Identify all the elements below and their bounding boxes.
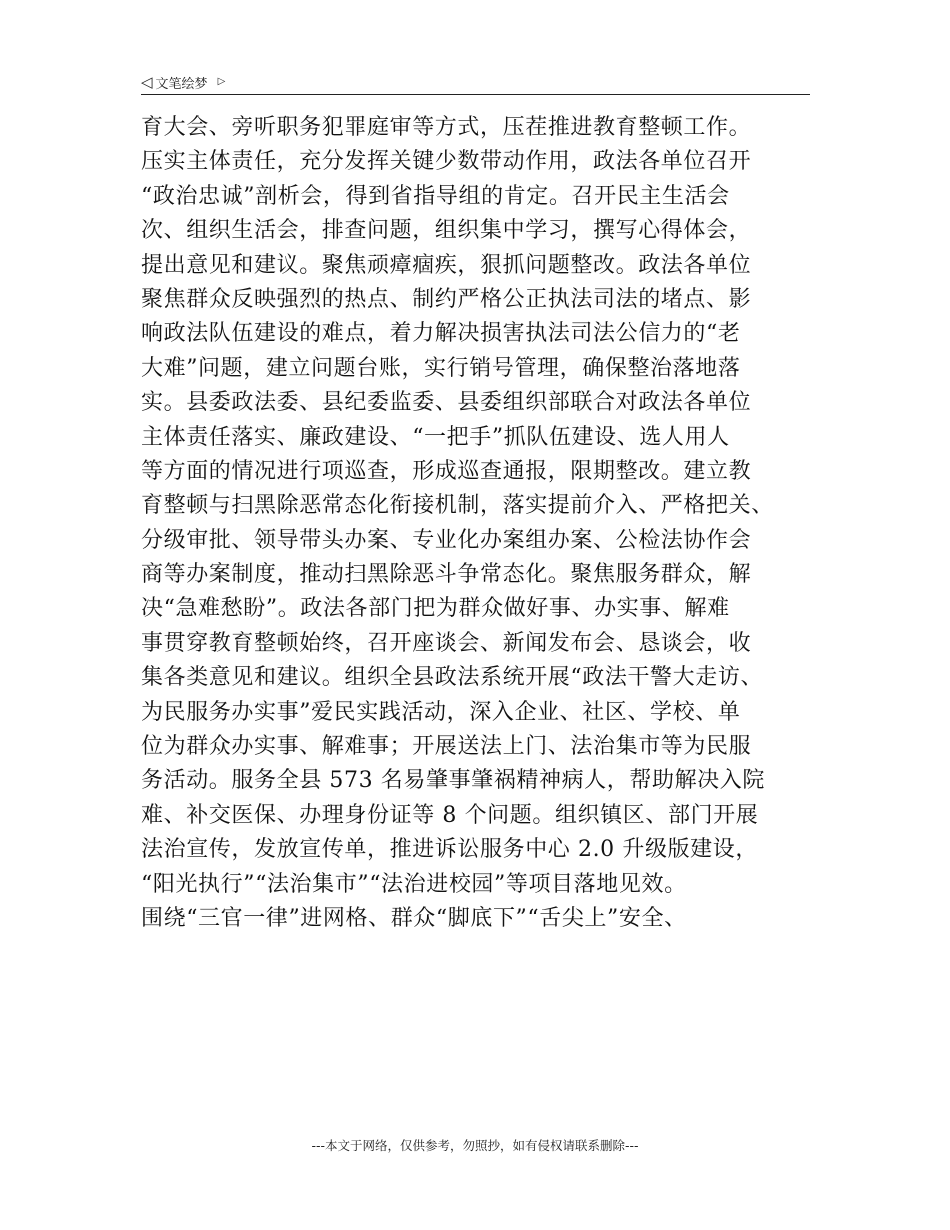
text-line: 事贯穿教育整顿始终，召开座谈会、新闻发布会、恳谈会，收	[141, 630, 752, 656]
header-title: 文笔绘梦	[155, 76, 208, 92]
document-body	[141, 111, 813, 936]
text-line: 提出意见和建议。聚焦顽瘴痼疾，狠抓问题整改。政法各单位	[141, 252, 752, 278]
text-line: 主体责任落实、廉政建设、“一把手”抓队伍建设、选人用人	[141, 424, 730, 450]
text-line: 实。县委政法委、县纪委监委、县委组织部联合对政法各单位	[141, 390, 752, 416]
text-line: 聚焦群众反映强烈的热点、制约严格公正执法司法的堵点、影	[141, 286, 752, 312]
text-line: 压实主体责任，充分发挥关键少数带动作用，政法各单位召开	[141, 149, 752, 175]
text-line: 围绕“三官一律”进网格、群众“脚底下”“舌尖上”安全、	[141, 905, 687, 931]
footer-notice: ---本文于网络，仅供参考，勿照抄，如有侵权请联系删除---	[311, 1138, 639, 1153]
text-line: 次、组织生活会，排查问题，组织集中学习，撰写心得体会，	[141, 218, 752, 244]
text-line: 务活动。服务全县 573 名易肇事肇祸精神病人，帮助解决入院	[141, 768, 765, 794]
text-line: “政治忠诚”剖析会，得到省指导组的肯定。召开民主生活会	[141, 183, 730, 209]
text-line: 分级审批、领导带头办案、专业化办案组办案、公检法协作会	[141, 527, 752, 553]
text-line: 响政法队伍建设的难点，着力解决损害执法司法公信力的“老	[141, 321, 741, 347]
text-line: 大难”问题，建立问题台账，实行销号管理，确保整治落地落	[141, 355, 741, 381]
text-line: 位为群众办实事、解难事；开展送法上门、法治集市等为民服	[141, 734, 752, 760]
right-triangle-icon: ▷	[217, 76, 226, 87]
text-line: 育整顿与扫黑除恶常态化衔接机制，落实提前介入、严格把关、	[141, 493, 774, 519]
text-line: 为民服务办实事”爱民实践活动，深入企业、社区、学校、单	[141, 699, 741, 725]
text-line: “阳光执行”“法治集市”“法治进校园”等项目落地见效。	[141, 871, 687, 897]
text-line: 法治宣传，发放宣传单，推进诉讼服务中心 2.0 升级版建设，	[141, 837, 758, 863]
text-line: 难、补交医保、办理身份证等 8 个问题。组织镇区、部门开展	[141, 802, 759, 828]
left-triangle-icon: ◁	[141, 72, 153, 91]
text-line: 集各类意见和建议。组织全县政法系统开展“政法干警大走访、	[141, 665, 764, 691]
text-line: 育大会、旁听职务犯罪庭审等方式，压茬推进教育整顿工作。	[141, 115, 752, 140]
text-line: 决“急难愁盼”。政法各部门把为群众做好事、办实事、解难	[141, 596, 730, 622]
text-line: 等方面的情况进行项巡查，形成巡查通报，限期整改。建立教	[141, 458, 752, 484]
page-header	[141, 70, 810, 95]
text-line: 商等办案制度，推动扫黑除恶斗争常态化。聚焦服务群众，解	[141, 562, 752, 588]
